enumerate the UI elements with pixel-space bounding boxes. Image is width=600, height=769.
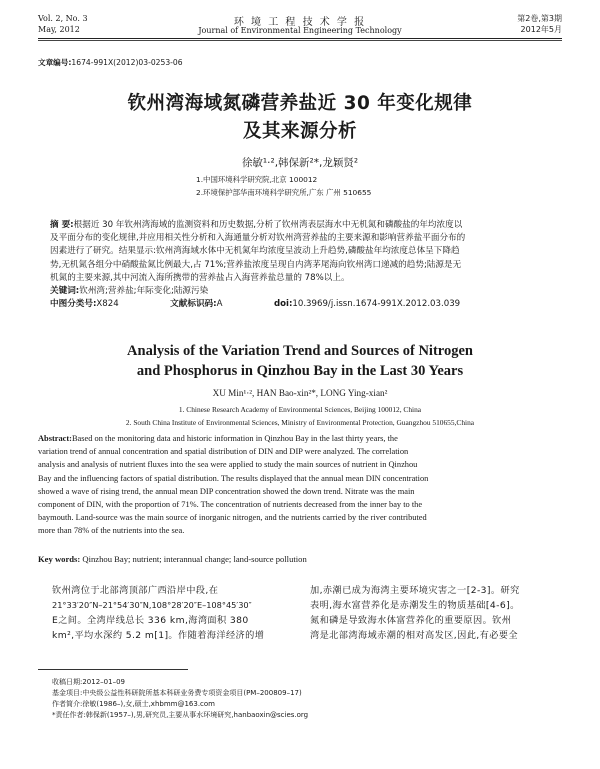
doc-code-value: A (216, 299, 223, 310)
header-date-en: May, 2012 (38, 25, 80, 34)
abstract-en-line: Bay and the influencing factors of spatial distribution. The results displayed that the annual mean DIN concentration (38, 473, 429, 483)
body-line: 钦州湾位于北部湾顶部广西沿岸中段,在 (52, 585, 219, 596)
abstract-en (38, 432, 562, 538)
body-line: E之间。全湾岸线总长 336 km,海湾面积 380 (52, 615, 249, 626)
title-cn-line1: 钦州湾海域氮磷营养盐近 30 年变化规律 (127, 93, 473, 114)
affiliation-cn-1: 1.中国环境科学研究院,北京 100012 (196, 175, 318, 184)
article-number-value: 1674-991X(2012)03-0253-06 (71, 58, 183, 67)
doc-code-label: 文献标识码: (170, 299, 217, 310)
body-line: 21°33′20″N–21°54′30″N,108°28′20″E–108°45′30″ (52, 600, 252, 610)
body-line: 氮和磷是导致海水体富营养化的重要原因。钦州 (310, 615, 512, 626)
abstract-cn-line: 因素进行了研究。结果显示:钦州湾海域水体中无机氮年均浓度呈波动上升趋势,磷酸盐年均浓度总体呈下降趋 (50, 246, 460, 257)
abstract-en-line: Based on the monitoring data and historic information in Qinzhou Bay in the last thirty years, the (71, 434, 398, 443)
title-en-line2: and Phosphorus in Qinzhou Bay in the Last 30 Years (136, 363, 464, 379)
abstract-en-line: more than 78% of the nutrients into the sea. (38, 526, 185, 536)
abstract-en-line: baymouth. Land-source was the main source of inorganic nitrogen, and the nutrients carried by the river contributed (38, 513, 427, 523)
journal-title-cn: 环 境 工 程 技 术 学 报 (233, 17, 367, 28)
header-volume: Vol. 2, No. 3 (38, 14, 88, 23)
header-rule (38, 38, 562, 39)
body-line: 湾是北部湾海域赤潮的相对高发区,因此,有必要全 (310, 630, 518, 641)
abstract-en-line: analysis and analysis of nutrient fluxes into the sea were applied to study the main sources of nutrient in Qinzhou (38, 460, 418, 470)
doi-value: 10.3969/j.issn.1674-991X.2012.03.039 (292, 299, 461, 310)
keywords-en-label: Key words: (38, 554, 81, 564)
abstract-cn-line: 根据近 30 年钦州湾海域的监测资料和历史数据,分析了钦州湾表层海水中无机氮和磷酸盐的年均浓度以 (73, 220, 463, 230)
abstract-cn-label: 摘 要: (50, 220, 74, 230)
body-line: km²,平均水深约 5.2 m[1]。作随着海洋经济的增 (52, 630, 265, 641)
keywords-cn-value: 钦州湾;营养盐;年际变化;陆源污染 (79, 286, 209, 297)
keywords-en (38, 554, 307, 564)
body-column-left (52, 583, 304, 643)
authors-en: XU Min¹·², HAN Bao-xin²*, LONG Ying-xian² (212, 388, 388, 398)
footnotes (52, 677, 562, 721)
header-volume-cn: 第2卷,第3期 (517, 14, 562, 23)
journal-title-en: Journal of Environmental Engineering Technology (198, 26, 402, 35)
affiliation-cn-2: 2.环境保护部华南环境科学研究所,广东 广州 510655 (196, 188, 372, 197)
affiliation-en-2: 2. South China Institute of Environmental Sciences, Ministry of Environmental Protection, Guangzhou 510655,China (125, 418, 475, 427)
keywords-en-value: Qinzhou Bay; nutrient; interannual change; land-source pollution (82, 554, 307, 564)
footnote-author: 作者简介:徐敏(1986–),女,硕士,xhbmm@163.com (52, 700, 216, 708)
clc-label: 中图分类号: (50, 299, 97, 310)
footnote-funding: 基金项目:中央级公益性科研院所基本科研业务费专项资金项目(PM–200809–17) (52, 689, 302, 697)
header-rule-thin (38, 40, 562, 41)
abstract-cn-line: 势,无机氮各组分中硝酸盐氮比例最大,占 71%;营养盐浓度呈现自内湾茅尾海向钦州湾口递减的趋势;陆源是无 (50, 259, 462, 270)
title-en-line1: Analysis of the Variation Trend and Sources of Nitrogen (127, 343, 473, 359)
abstract-en-line: component of DIN, with the proportion of 71%. The concentration of nutrients decreased from the inner bay to the (38, 500, 423, 510)
doi-label: doi: (273, 299, 293, 310)
footnote-rule (38, 669, 188, 670)
abstract-en-line: showed a wave of rising trend, the annual mean DIP concentration showed the down trend. Nitrate was the main (38, 486, 415, 496)
classification-line (50, 298, 560, 311)
abstract-en-label: Abstract: (38, 434, 72, 443)
keywords-cn-label: 关键词: (50, 286, 80, 297)
article-number (38, 57, 183, 68)
abstract-cn-line: 及平面分布的变化规律,并应用相关性分析和入海通量分析对钦州湾营养盐的主要来源和影响营养盐平面分布的 (50, 233, 466, 244)
abstract-en-line: variation trend of annual concentration and spatial distribution of DIN and DIP were analyzed. The correlation (38, 447, 409, 457)
body-column-right (310, 583, 562, 643)
abstract-cn-line: 机氮的主要来源,其中河流入海所携带的营养盐占入海营养盐总量的 78%以上。 (50, 272, 350, 283)
header-date-cn: 2012年5月 (520, 25, 562, 34)
abstract-cn (50, 219, 560, 311)
footnote-corresponding: *责任作者:韩保新(1957–),男,研究员,主要从事水环境研究,hanbaoxin@scies.org (52, 711, 309, 719)
title-cn-line2: 及其来源分析 (242, 121, 357, 142)
authors-cn: 徐敏¹·²,韩保新²*,龙颖贤² (241, 157, 359, 169)
affiliation-en-1: 1. Chinese Research Academy of Environmental Sciences, Beijing 100012, China (178, 405, 422, 414)
footnote-received: 收稿日期:2012–01–09 (52, 678, 125, 686)
clc-value: X824 (96, 299, 119, 310)
body-line: 表明,海水富营养化是赤潮发生的物质基础[4-6]。 (310, 600, 520, 611)
article-number-label: 文章编号: (38, 58, 72, 67)
body-line: 加,赤潮已成为海湾主要环境灾害之一[2-3]。研究 (310, 585, 520, 596)
